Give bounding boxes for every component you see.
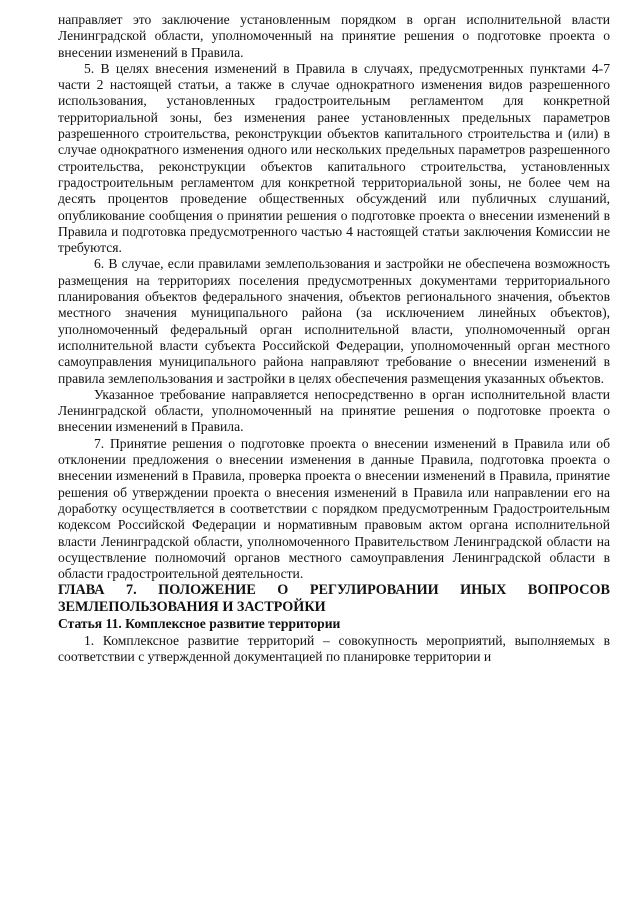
paragraph-item-5: 5. В целях внесения изменений в Правила в случаях, предусмотренных пунктами 4-7 части 2 настоящей статьи, а также в случае однократного изменения видов разрешенного использования, установленных градостроительным регламентом для конкретной территориальной зоны, без изменения ранее установленных предельных параметров разрешенного строительства, реконструкции объектов капитального строительства и (или) в случае однократного изменения одного или нескольких предельных параметров разрешенного строительства, реконструкции объектов капитального строительства, установленных градостроительным регламентом для конкретной территориальной зоны, не более чем на десять процентов проведение общественных обсуждений или публичных слушаний, опубликование сообщения о принятии решения о подготовке проекта о внесении изменений в Правила и подготовка предусмотренного частью 4 настоящей статьи заключения Комиссии не требуются. xyxy=(58,60,610,256)
chapter-heading: ГЛАВА 7. ПОЛОЖЕНИЕ О РЕГУЛИРОВАНИИ ИНЫХ ВОПРОСОВ ЗЕМЛЕПОЛЬЗОВАНИЯ И ЗАСТРОЙКИ xyxy=(58,582,610,616)
paragraph-article-item-1: 1. Комплексное развитие территорий – совокупность мероприятий, выполняемых в соответствии с утвержденной документацией по планировке территории и xyxy=(58,632,610,664)
article-heading: Статья 11. Комплексное развитие территории xyxy=(58,616,341,632)
paragraph-item-6-note: Указанное требование направляется непосредственно в орган исполнительной власти Ленинградской области, уполномоченный на принятие решения о подготовке проекта о внесении изменений в Правила. xyxy=(58,386,610,435)
paragraph-item-7: 7. Принятие решения о подготовке проекта о внесении изменений в Правила или об отклонении предложения о внесении изменения в данные Правила, подготовка проекта о внесении изменений в Правила, проверка проекта о внесении изменений в Правила, принятие решения об утверждении проекта о внесения изменений в Правила или направлении его на доработку осуществляется в соответствии с порядком предусмотренным Градостроительным кодексом Российской Федерации и нормативным правовым актом органа исполнительной власти Ленинградской области, уполномоченного Правительством Ленинградской области на осуществление полномочий органов местного самоуправления Ленинградской области в области градостроительной деятельности. xyxy=(58,435,610,582)
paragraph-continuation: направляет это заключение установленным порядком в орган исполнительной власти Ленинградской области, уполномоченный на принятие решения о подготовке проекта о внесении изменений в Правила. xyxy=(58,12,610,60)
paragraph-item-6: 6. В случае, если правилами землепользования и застройки не обеспечена возможность размещения на территориях поселения предусмотренных документами территориального планирования объектов федерального значения, объектов регионального значения, объектов местного значения муниципального района (за исключением линейных объектов), уполномоченный федеральный орган исполнительной власти, уполномоченный орган исполнительной власти субъекта Российской Федерации, уполномоченный орган местного самоуправления муниципального района направляют требование о внесении изменений в правила землепользования и застройки в целях обеспечения размещения указанных объектов. xyxy=(58,256,610,386)
